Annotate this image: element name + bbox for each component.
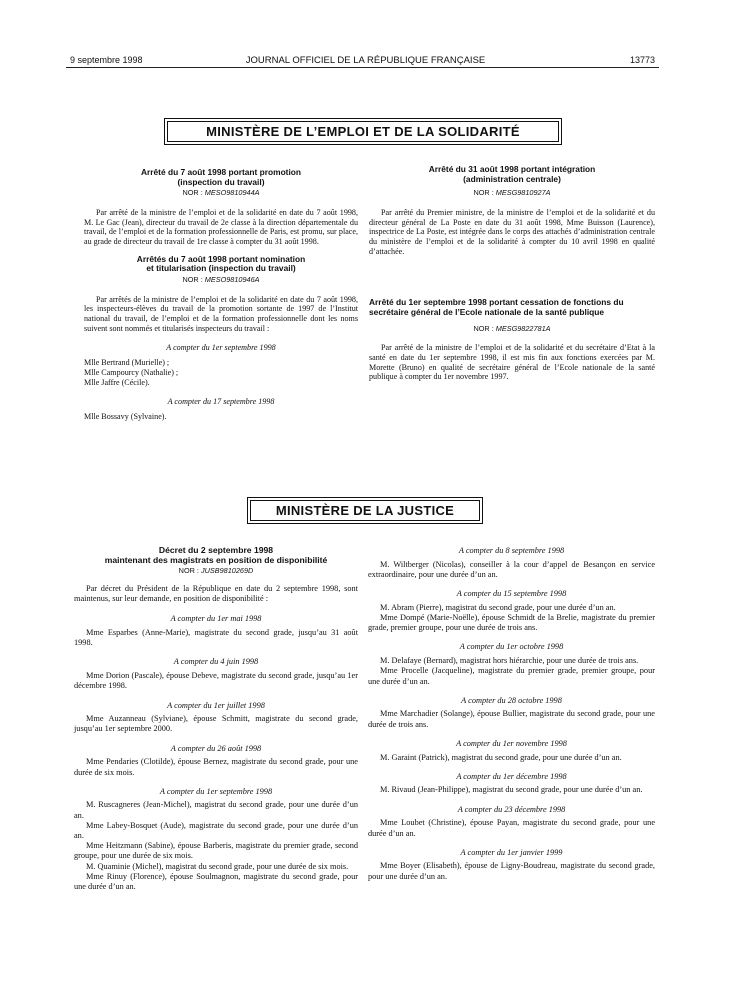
magistrate-entry: Mme Rinuy (Florence), épouse Soulmagnon, magistrate du second grade, pour une durée d’un an. — [74, 871, 358, 892]
arrete-cessation-title: Arrêté du 1er septembre 1998 portant cessation de fonctions du secrétaire général de l’Ecole nationale de la santé publique — [369, 297, 624, 317]
arrete-promotion-text: Par arrêté de la ministre de l’emploi et de la solidarité en date du 7 août 1998, M. Le Gac (Jean), directeur du travail de 2e classe à la direction départementale du travail, de l’emploi et de la formation professionnelle de Paris, est promu, sur place, au grade de directeur du travail de 1re classe à compter du 31 août 1998. — [84, 207, 358, 246]
magistrate-entry: Mme Marchadier (Solange), épouse Bullier, magistrate du second grade, pour une durée de trois ans. — [368, 709, 655, 729]
ministry-heading-employment: MINISTÈRE DE L’EMPLOI ET DE LA SOLIDARITÉ — [164, 118, 562, 145]
magistrate-entry: Mme Dompé (Marie-Noëlle), épouse Schmidt de la Brelie, magistrate du premier grade, premier groupe, pour une durée de trois ans. — [368, 613, 655, 633]
name-entry: Mlle Jaffre (Cécile). — [84, 377, 150, 387]
nor-reference: NOR : MESO9810946A — [182, 274, 260, 284]
magistrate-entry: M. Quaminie (Michel), magistrat du second grade, pour une durée de six mois. — [86, 861, 349, 871]
effective-date: A compter du 26 août 1998 — [170, 743, 262, 753]
decree-intro: Par décret du Président de la République en date du 2 septembre 1998, sont maintenus, sur leur demande, en position de disponibilité : — [74, 583, 358, 604]
left-column-employment — [84, 168, 358, 422]
effective-date: A compter du 15 septembre 1998 — [456, 589, 567, 599]
name-entry: Mlle Bossavy (Sylvaine). — [84, 411, 167, 421]
magistrate-entry: M. Garaint (Patrick), magistrat du second grade, pour une durée d’un an. — [380, 752, 622, 762]
effective-date: A compter du 1er mai 1998 — [170, 614, 262, 624]
nor-reference: NOR : MESG9810927A — [473, 188, 551, 198]
journal-title: JOURNAL OFFICIEL DE LA RÉPUBLIQUE FRANÇAISE — [245, 55, 486, 66]
right-column-employment — [369, 165, 655, 382]
effective-date: A compter du 1er juillet 1998 — [167, 700, 265, 710]
name-entry: Mlle Campourcy (Nathalie) ; — [84, 367, 179, 377]
magistrate-entry: Mme Heitzmann (Sabine), épouse Barberis, magistrate du premier grade, second groupe, pour une durée de six mois. — [74, 841, 358, 861]
magistrate-entry: Mme Auzanneau (Sylviane), épouse Schmitt, magistrate du second grade, jusqu’au 1er septembre 2000. — [74, 714, 358, 734]
arrete-integration-text: Par arrêté du Premier ministre, de la ministre de l’emploi et de la solidarité et du directeur général de La Poste en date du 31 août 1998, Mme Buisson (Laurence), inspectrice de La Poste, est intégrée dans le corps des attachés d’administration centrale du ministère de l’emploi et de la solidarité à compter du 10 avril 1998 en qualité d’attachée. — [369, 207, 655, 256]
ministry-heading-justice: MINISTÈRE DE LA JUSTICE — [247, 497, 483, 524]
magistrate-entry: Mme Procelle (Jacqueline), magistrate du premier grade, premier groupe, pour une durée d’un an. — [368, 666, 655, 686]
arrete-nomination-text: Par arrêtés de la ministre de l’emploi et de la solidarité en date du 7 août 1998, les inspecteurs-élèves du travail de la promotion sortante de 1997 de l’Institut national du travail, de l’emploi et de la formation professionnelle dont les noms suivent sont nommés et titularisés inspecteurs du travail : — [84, 294, 358, 333]
magistrate-entry: M. Rivaud (Jean-Philippe), magistrat du second grade, pour une durée d’un an. — [380, 785, 643, 795]
arrete-integration-title: Arrêté du 31 août 1998 portant intégration (administration centrale) — [428, 164, 596, 184]
magistrate-entry: Mme Esparbes (Anne-Marie), magistrate du second grade, jusqu’au 31 août 1998. — [74, 628, 358, 648]
effective-date: A compter du 23 décembre 1998 — [457, 804, 566, 814]
effective-date: A compter du 4 juin 1998 — [173, 657, 259, 667]
header-date: 9 septembre 1998 — [70, 55, 143, 65]
arrete-cessation-text: Par arrêté de la ministre de l’emploi et de la solidarité et du secrétaire d’Etat à la santé en date du 1er septembre 1998, il est mis fin aux fonctions exercées par M. Morette (Bruno) en qualité de secrétaire général de l’Ecole nationale de la santé publique à compter du 1er novembre 1997. — [369, 343, 655, 382]
magistrate-entry: M. Wiltberger (Nicolas), conseiller à la cour d’appel de Besançon en service extraordinaire, pour une durée d’un an. — [368, 559, 655, 579]
magistrate-entry: M. Abram (Pierre), magistrat du second grade, pour une durée d’un an. — [380, 602, 616, 612]
effective-date: A compter du 1er décembre 1998 — [456, 771, 567, 781]
magistrate-entry: Mme Boyer (Elisabeth), épouse de Ligny-Boudreau, magistrate du second grade, pour une durée d’un an. — [368, 861, 655, 881]
header-rule — [66, 67, 659, 68]
effective-date: A compter du 1er septembre 1998 — [166, 343, 276, 353]
effective-date: A compter du 1er septembre 1998 — [159, 786, 273, 796]
effective-date: A compter du 17 septembre 1998 — [167, 397, 275, 407]
nor-reference: NOR : MESG9822781A — [473, 323, 551, 333]
page-number: 13773 — [629, 55, 655, 65]
magistrate-entry: Mme Dorion (Pascale), épouse Debeve, magistrate du second grade, jusqu’au 1er décembre 1998. — [74, 671, 358, 691]
right-groups — [368, 546, 655, 882]
right-column-justice — [368, 546, 655, 882]
effective-date: A compter du 1er janvier 1999 — [460, 847, 563, 857]
arrete-nomination-title: Arrêtés du 7 août 1998 portant nomination et titularisation (inspection du travail) — [136, 253, 306, 274]
effective-date: A compter du 8 septembre 1998 — [458, 546, 565, 555]
magistrate-entry: M. Delafaye (Bernard), magistrat hors hiérarchie, pour une durée de trois ans. — [380, 656, 639, 666]
magistrate-entry: Mme Pendaries (Clotilde), épouse Bernez, magistrate du second grade, pour une durée de six mois. — [74, 757, 358, 777]
decree-title: Décret du 2 septembre 1998 maintenant des magistrats en position de disponibilité — [104, 545, 328, 565]
left-groups — [74, 614, 358, 892]
name-entry: Mlle Bertrand (Murielle) ; — [84, 358, 170, 368]
magistrate-entry: Mme Labey-Bosquet (Aude), magistrate du second grade, pour une durée d’un an. — [74, 820, 358, 841]
effective-date: A compter du 28 octobre 1998 — [461, 695, 562, 705]
nor-reference: NOR : MESO9810944A — [182, 188, 260, 198]
effective-date: A compter du 1er octobre 1998 — [459, 642, 564, 652]
magistrate-entry: M. Ruscagneres (Jean-Michel), magistrat du second grade, pour une durée d’un an. — [74, 800, 358, 820]
left-column-justice — [74, 546, 358, 892]
effective-date: A compter du 1er novembre 1998 — [456, 738, 567, 748]
arrete-promotion-title: Arrêté du 7 août 1998 portant promotion (inspection du travail) — [140, 167, 302, 187]
nor-reference: NOR : JUSB9810269D — [178, 566, 254, 576]
magistrate-entry: Mme Loubet (Christine), épouse Payan, magistrate du second grade, pour une durée d’un an. — [368, 818, 655, 838]
